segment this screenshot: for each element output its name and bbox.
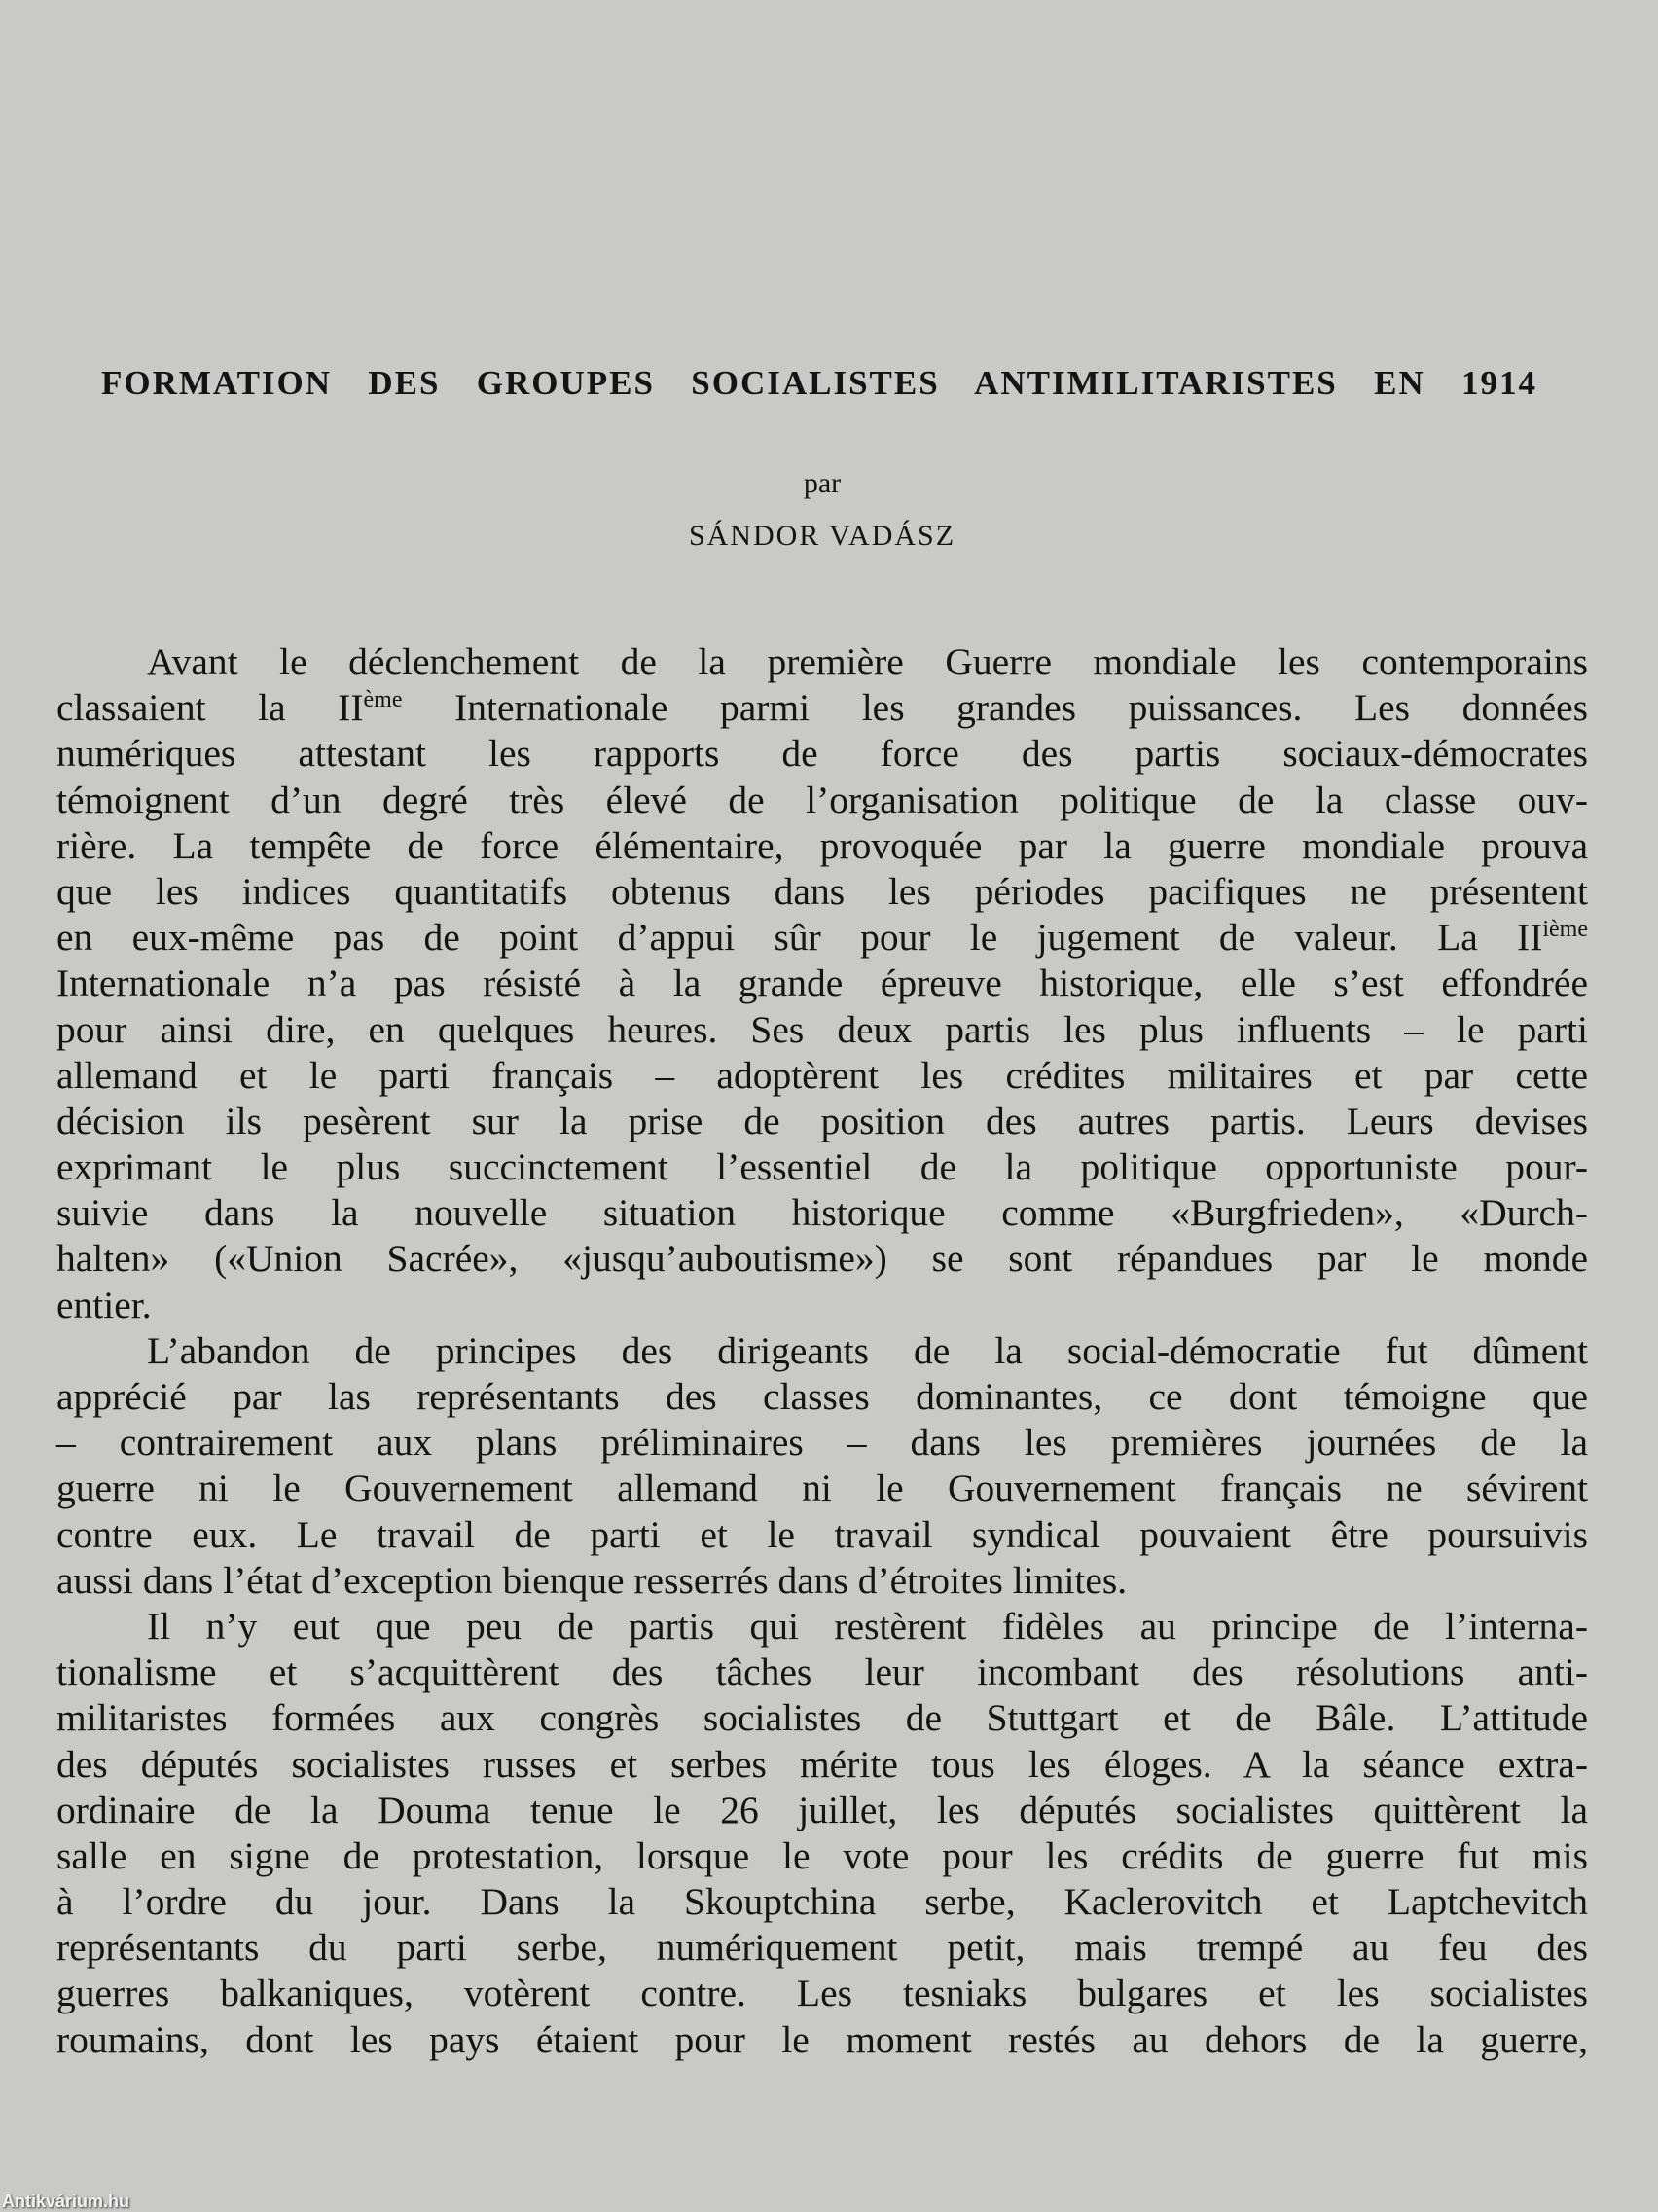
text-line: exprimant le plus succinctement l’essentiel de la politique opportuniste pour-	[56, 1145, 1588, 1189]
text-segment: en eux-même pas de point d’appui sûr pour le jugement de valeur. La II	[56, 916, 1543, 960]
text-line: roumains, dont les pays étaient pour le moment restés au dehors de la guerre,	[56, 2017, 1588, 2061]
text-line: décision ils pesèrent sur la prise de position des autres partis. Leurs devises	[56, 1099, 1588, 1142]
author-name: SÁNDOR VADÁSZ	[688, 520, 956, 552]
text-line: allemand et le parti français – adoptèrent les crédites militaires et par cette	[56, 1053, 1588, 1097]
byline-par: par	[803, 467, 842, 499]
text-line: témoignent d’un degré très élevé de l’organisation politique de la classe ouv-	[56, 778, 1588, 821]
text-line: contre eux. Le travail de parti et le travail syndical pouvaient être poursuivis	[56, 1512, 1588, 1556]
text-segment: Internationale parmi les grandes puissances. Les données	[402, 686, 1588, 730]
text-line: halten» («Union Sacrée», «jusqu’auboutisme») se sont répandues par le monde	[56, 1237, 1588, 1281]
text-line: L’abandon de principes des dirigeants de la social-démocratie fut dûment	[147, 1328, 1588, 1372]
text-line	[56, 915, 1588, 961]
text-line: que les indices quantitatifs obtenus dans les périodes pacifiques ne présentent	[56, 869, 1588, 913]
text-line: numériques attestant les rapports de force des partis sociaux-démocrates	[56, 732, 1588, 776]
text-line: rière. La tempête de force élémentaire, provoquée par la guerre mondiale prouva	[56, 823, 1588, 867]
text-line: entier.	[56, 1283, 152, 1326]
article-body	[56, 639, 1588, 2063]
text-line: guerre ni le Gouvernement allemand ni le Gouvernement français ne sévirent	[56, 1467, 1588, 1510]
text-line: militaristes formées aux congrès socialistes de Stuttgart et de Bâle. L’attitude	[56, 1696, 1588, 1740]
text-line: Il n’y eut que peu de partis qui restèrent fidèles au principe de l’interna-	[147, 1604, 1588, 1648]
text-line: – contrairement aux plans préliminaires – dans les premières journées de la	[56, 1421, 1588, 1465]
text-line	[56, 685, 1588, 731]
text-line: Internationale n’a pas résisté à la grande épreuve historique, elle s’est effondrée	[56, 961, 1588, 1005]
superscript: ième	[1542, 917, 1588, 943]
text-line: représentants du parti serbe, numériquement petit, mais trempé au feu des	[56, 1926, 1588, 1970]
text-segment: classaient la II	[56, 686, 364, 730]
text-line: aussi dans l’état d’exception bienque resserrés dans d’étroites limites.	[56, 1558, 1128, 1602]
text-line: des députés socialistes russes et serbes mérite tous les éloges. A la séance extra-	[56, 1742, 1588, 1786]
text-line: guerres balkaniques, votèrent contre. Les tesniaks bulgares et les socialistes	[56, 1972, 1588, 2015]
text-line: suivie dans la nouvelle situation historique comme «Burgfrieden», «Durch-	[56, 1191, 1588, 1235]
text-line: Avant le déclenchement de la première Guerre mondiale les contemporains	[147, 640, 1588, 683]
watermark-logo: Antikvárium.hu	[2, 2192, 130, 2211]
text-line: pour ainsi dire, en quelques heures. Ses deux partis les plus influents – le parti	[56, 1007, 1588, 1051]
superscript: ème	[363, 687, 403, 713]
text-line: à l’ordre du jour. Dans la Skouptchina serbe, Kaclerovitch et Laptchevitch	[56, 1880, 1588, 1924]
article-title: FORMATION DES GROUPES SOCIALISTES ANTIMILITARISTES EN 1914	[101, 364, 1537, 402]
text-line: salle en signe de protestation, lorsque le vote pour les crédits de guerre fut mis	[56, 1833, 1588, 1877]
text-line: tionalisme et s’acquittèrent des tâches leur incombant des résolutions anti-	[56, 1650, 1588, 1694]
text-line: apprécié par las représentants des classes dominantes, ce dont témoigne que	[56, 1375, 1588, 1418]
text-line: ordinaire de la Douma tenue le 26 juillet, les députés socialistes quittèrent la	[56, 1788, 1588, 1831]
